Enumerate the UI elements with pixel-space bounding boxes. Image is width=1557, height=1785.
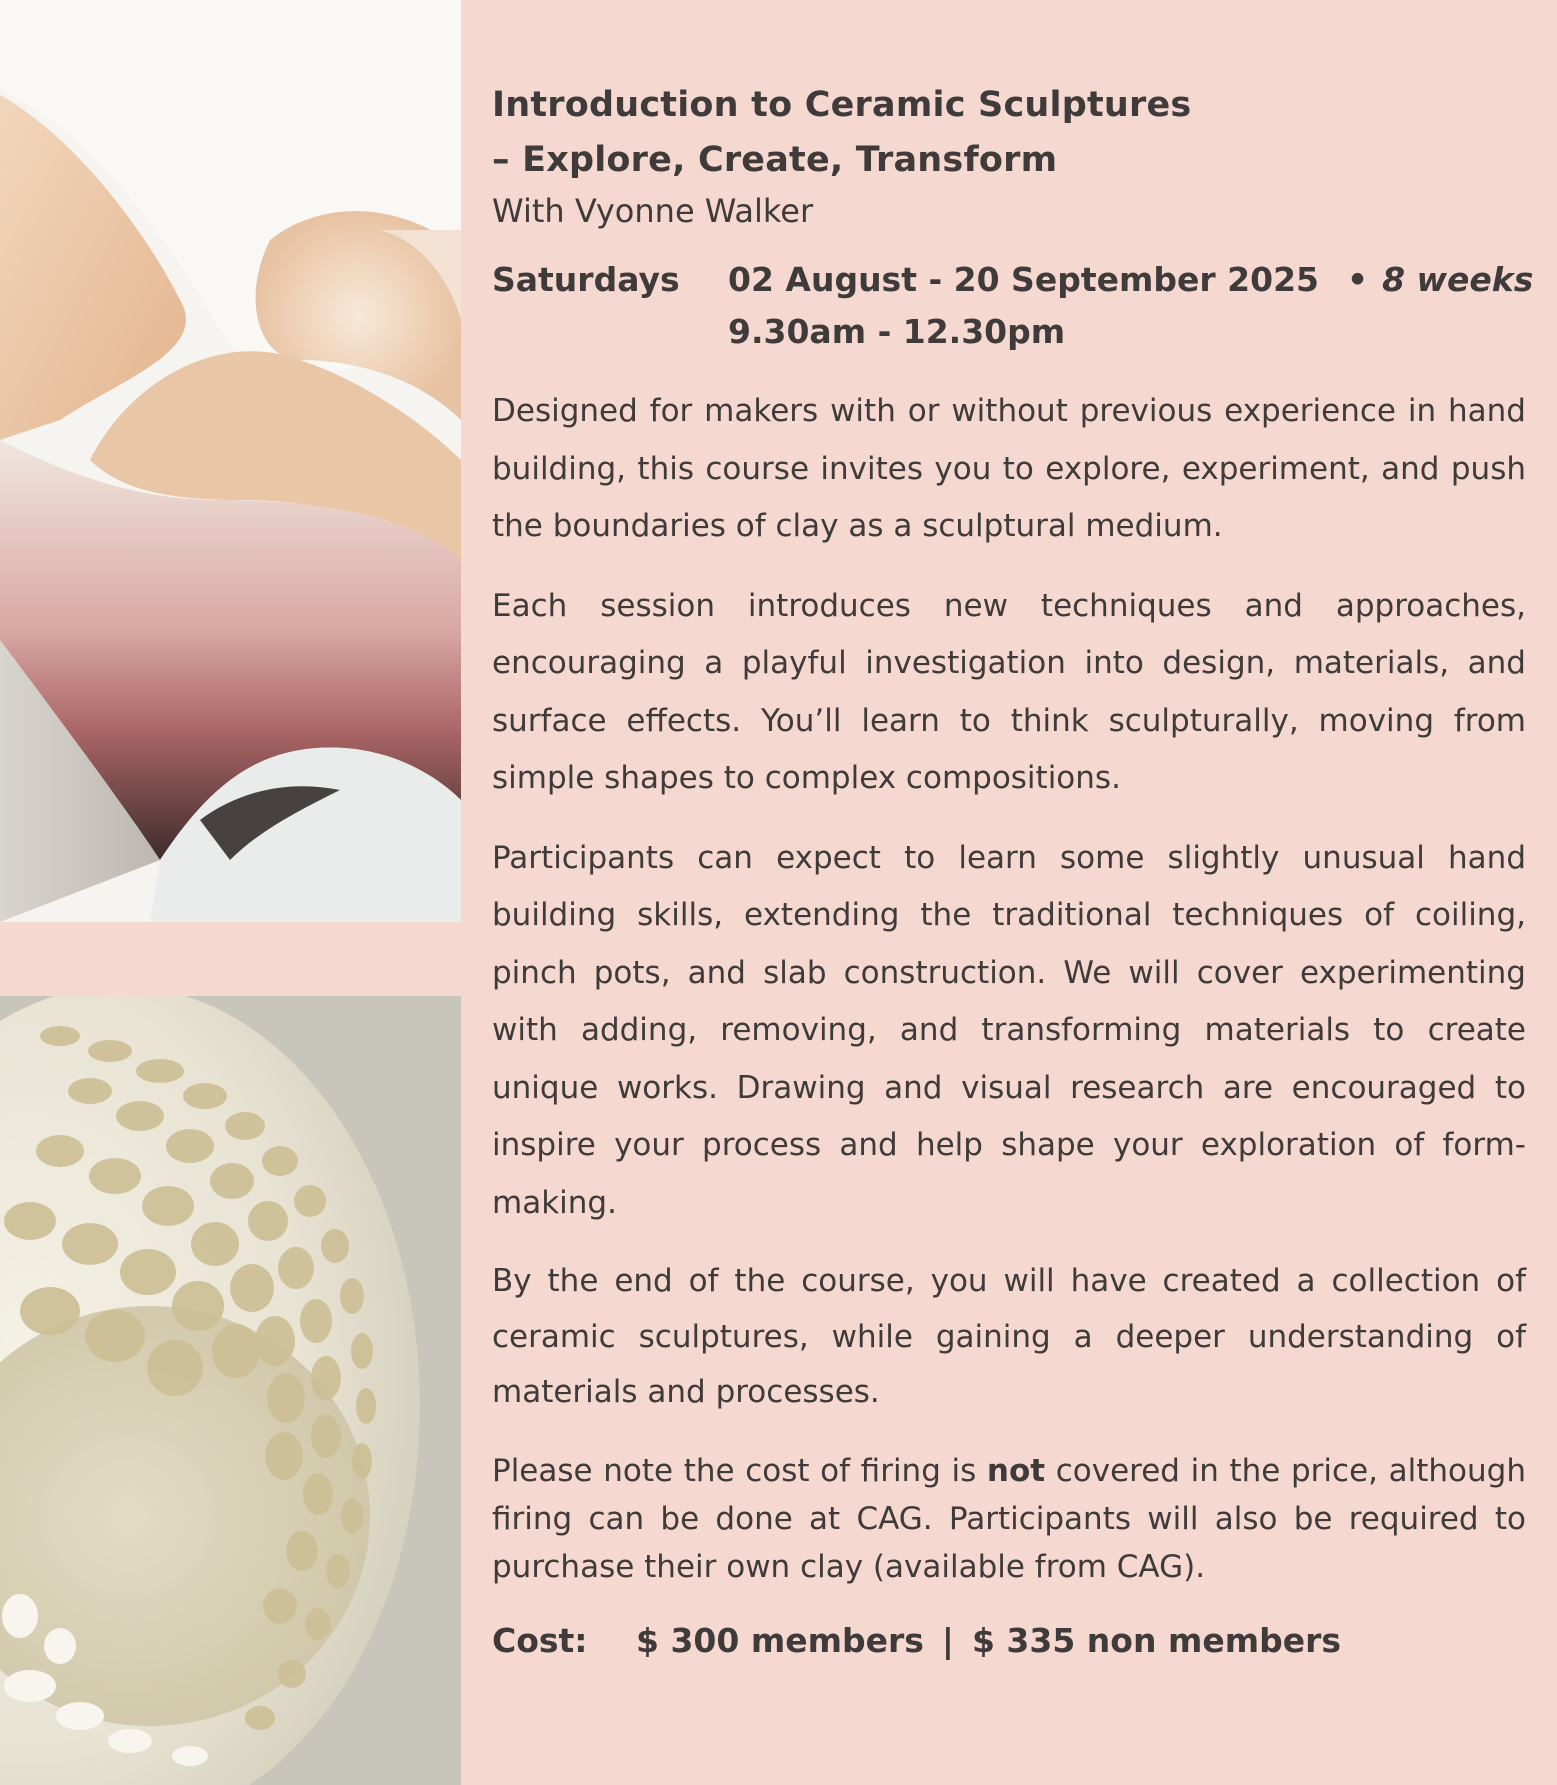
cost-non-members: $ 335 non members (971, 1620, 1342, 1660)
ceramic-wave-sculpture-photo (0, 0, 461, 922)
schedule-duration: 8 weeks (1382, 260, 1534, 299)
ceramic-sphere-image (0, 996, 461, 1785)
course-title-line-2: – Explore, Create, Transform (492, 140, 1058, 180)
image-column (0, 0, 461, 1785)
schedule-day: Saturdays (492, 260, 680, 299)
description-paragraph-3: Participants can expect to learn some slightly unusual hand building skills, extending the traditional techniques of coiling, pinch pots, and slab construction. We will cover experimenting with adding, removing, and transforming materials to create unique works. Drawing and visual research are encouraged to inspire your process and help shape your exploration of form-making. (492, 839, 1526, 1221)
cost-members: $ 300 members (636, 1620, 924, 1660)
course-flyer-content (492, 78, 1534, 1667)
ceramic-wave-image (0, 0, 461, 922)
schedule-dates: 02 August - 20 September 2025 (728, 260, 1319, 299)
schedule-bullet: • (1347, 260, 1369, 299)
perforated-ceramic-sphere-photo (0, 996, 461, 1785)
firing-note-emphasis: not (986, 1452, 1046, 1489)
description-paragraph-4: By the end of the course, you will have created a collection of ceramic sculptures, while gaining a deeper understanding of materials and processes. (492, 1263, 1526, 1410)
instructor-line: With Vyonne Walker (492, 192, 814, 230)
cost-separator: | (941, 1620, 954, 1660)
cost-label: Cost: (492, 1620, 588, 1660)
schedule-dates-row (728, 254, 1533, 306)
course-title (492, 78, 1526, 188)
firing-note-end: covered in the price, although firing can be done at CAG. Participants will also be required to purchase their own clay (available from CAG). (492, 1452, 1526, 1585)
description-paragraph-1: Designed for makers with or without previous experience in hand building, this course invites you to explore, experiment, and push the boundaries of clay as a sculptural medium. (492, 393, 1526, 544)
firing-note-paragraph (492, 1447, 1526, 1591)
firing-note-start: Please note the cost of firing is (492, 1452, 987, 1489)
schedule-details (728, 254, 1533, 358)
course-title-line-1: Introduction to Ceramic Sculptures (492, 85, 1192, 125)
course-cost (492, 1615, 1526, 1667)
schedule-time: 9.30am - 12.30pm (728, 312, 1066, 351)
course-schedule (492, 254, 1534, 358)
description-paragraph-2: Each session introduces new techniques and approaches, encouraging a playful investigation into design, materials, and surface effects. You’ll learn to think sculpturally, moving from simple shapes to complex compositions. (492, 587, 1526, 796)
